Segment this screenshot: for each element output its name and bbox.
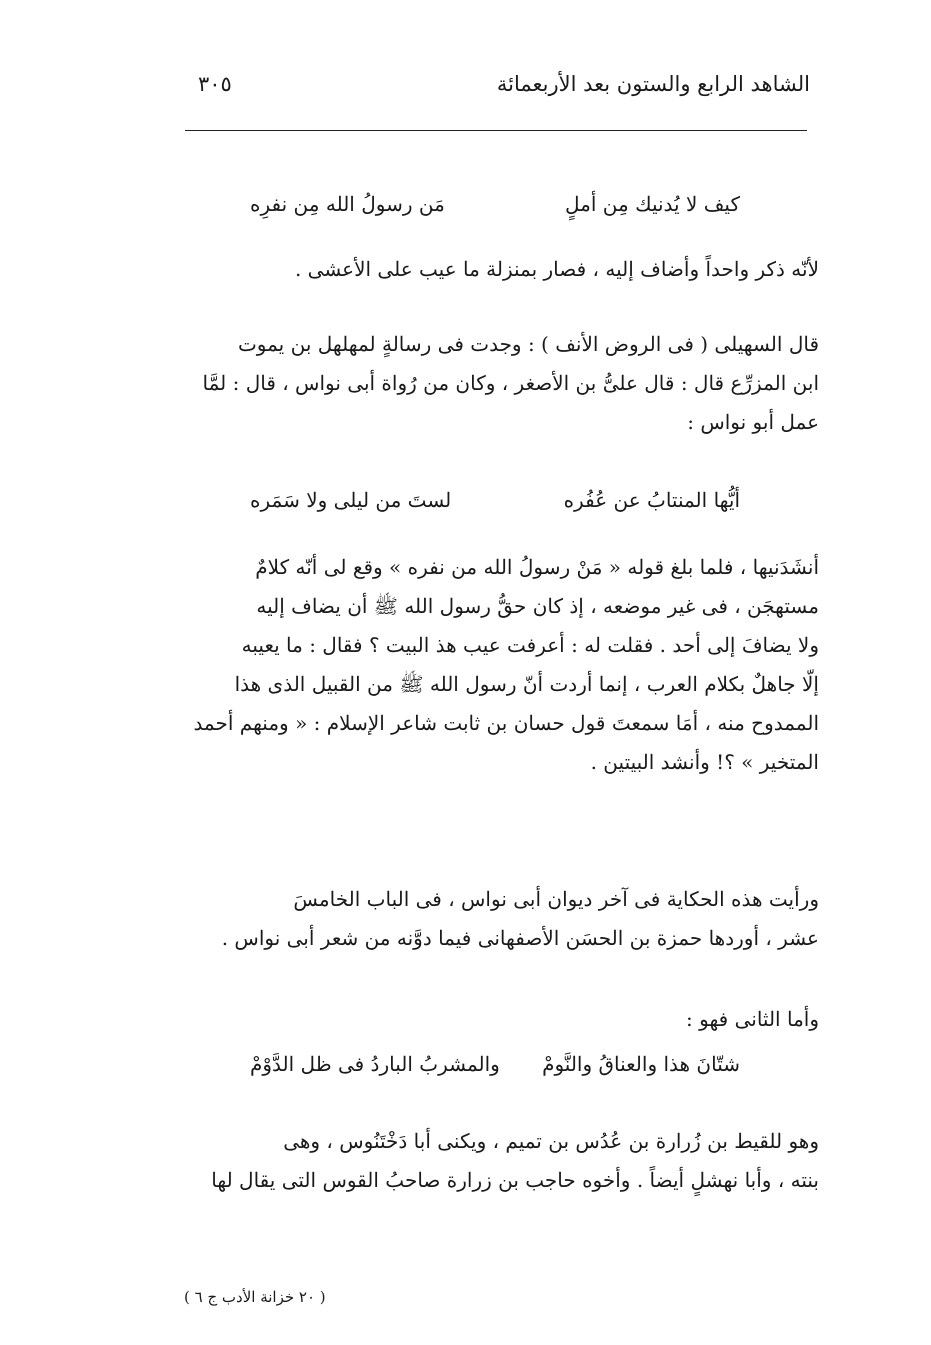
paragraph-1 [179,250,819,289]
header-divider [185,130,807,131]
running-header [180,68,810,108]
paragraph-4 [179,880,819,958]
paragraph-3 [179,548,819,782]
text-line: ورأيت هذه الحكاية فى آخر ديوان أبى نواس ، فى الباب الخامسَ [293,887,819,911]
text-line: وأما الثانى فهو : [686,1007,819,1031]
printer-signature: ( ٢٠ خزانة الأدب ج ٦ ) [184,1288,326,1306]
text-line: عمل أبو نواس : [687,410,819,434]
text-line: عشر ، أوردها حمزة بن الحسَن الأصفهانى فيما دوَّنه من شعر أبى نواس . [221,926,819,950]
text-line: المتخير » ؟! وأنشد البيتين . [590,750,819,774]
verse-3 [250,1052,740,1092]
verse-1-second-hemistich: مَن رسولُ الله مِن نفرِه [250,192,445,216]
running-title: الشاهد الرابع والستون بعد الأربعمائة [496,72,810,96]
verse-2-first-hemistich: أيُّها المنتابُ عن عُفُره [563,488,740,512]
verse-1 [180,192,740,232]
verse-2-second-hemistich: لستَ من ليلى ولا سَمَره [250,488,452,512]
verse-3-first-hemistich: شتّانَ هذا والعناقُ والنَّومْ [542,1052,740,1076]
text-line: وهو للقيط بن زُرارة بن عُدُس بن تميم ، ويكنى أبا دَخْتَنُوس ، وهى [283,1129,819,1153]
text-line: مستهجَن ، فى غير موضعه ، إذ كان حقُّ رسول الله ﷺ أن يضاف إليه [256,594,819,618]
text-line: بنته ، وأبا نهشلٍ أيضاً . وأخوه حاجب بن زرارة صاحبُ القوس التى يقال لها [211,1168,819,1192]
text-line: قال السهيلى ( فى الروض الأنف ) : وجدت فى رسالةٍ لمهلهل بن يموت [237,332,819,356]
paragraph-2 [179,325,819,442]
verse-1-first-hemistich: كيف لا يُدنيك مِن أملٍ [565,192,740,216]
verse-2 [240,488,740,528]
text-line: إلّا جاهلٌ بكلام العرب ، إنما أردت أنّ رسول الله ﷺ من القبيل الذى هذا [234,672,819,696]
text-line: أنشَدَنيها ، فلما بلغ قوله « مَنْ رسولُ الله من نفره » وقع لى أنّه كلامٌ [255,555,819,579]
text-line: ابن المزرِّع قال : قال علىُّ بن الأصغر ، وكان من رُواة أبى نواس ، قال : لمَّا [202,371,819,395]
text-line: الممدوح منه ، أمَا سمعتَ قول حسان بن ثابت شاعر الإسلام : « ومنهم أحمد [193,711,819,735]
paragraph-6 [179,1122,819,1200]
text-line: لأنّه ذكر واحداً وأضاف إليه ، فصار بمنزلة ما عيب على الأعشى . [294,257,819,281]
paragraph-5 [179,1000,819,1039]
verse-3-second-hemistich: والمشربُ الباردُ فى ظل الدَّوْمْ [250,1052,500,1076]
text-line: ولا يضافَ إلى أحد . فقلت له : أعرفت عيب هذ البيت ؟ فقال : ما يعيبه [241,633,819,657]
page-number: ٣٠٥ [198,72,232,96]
